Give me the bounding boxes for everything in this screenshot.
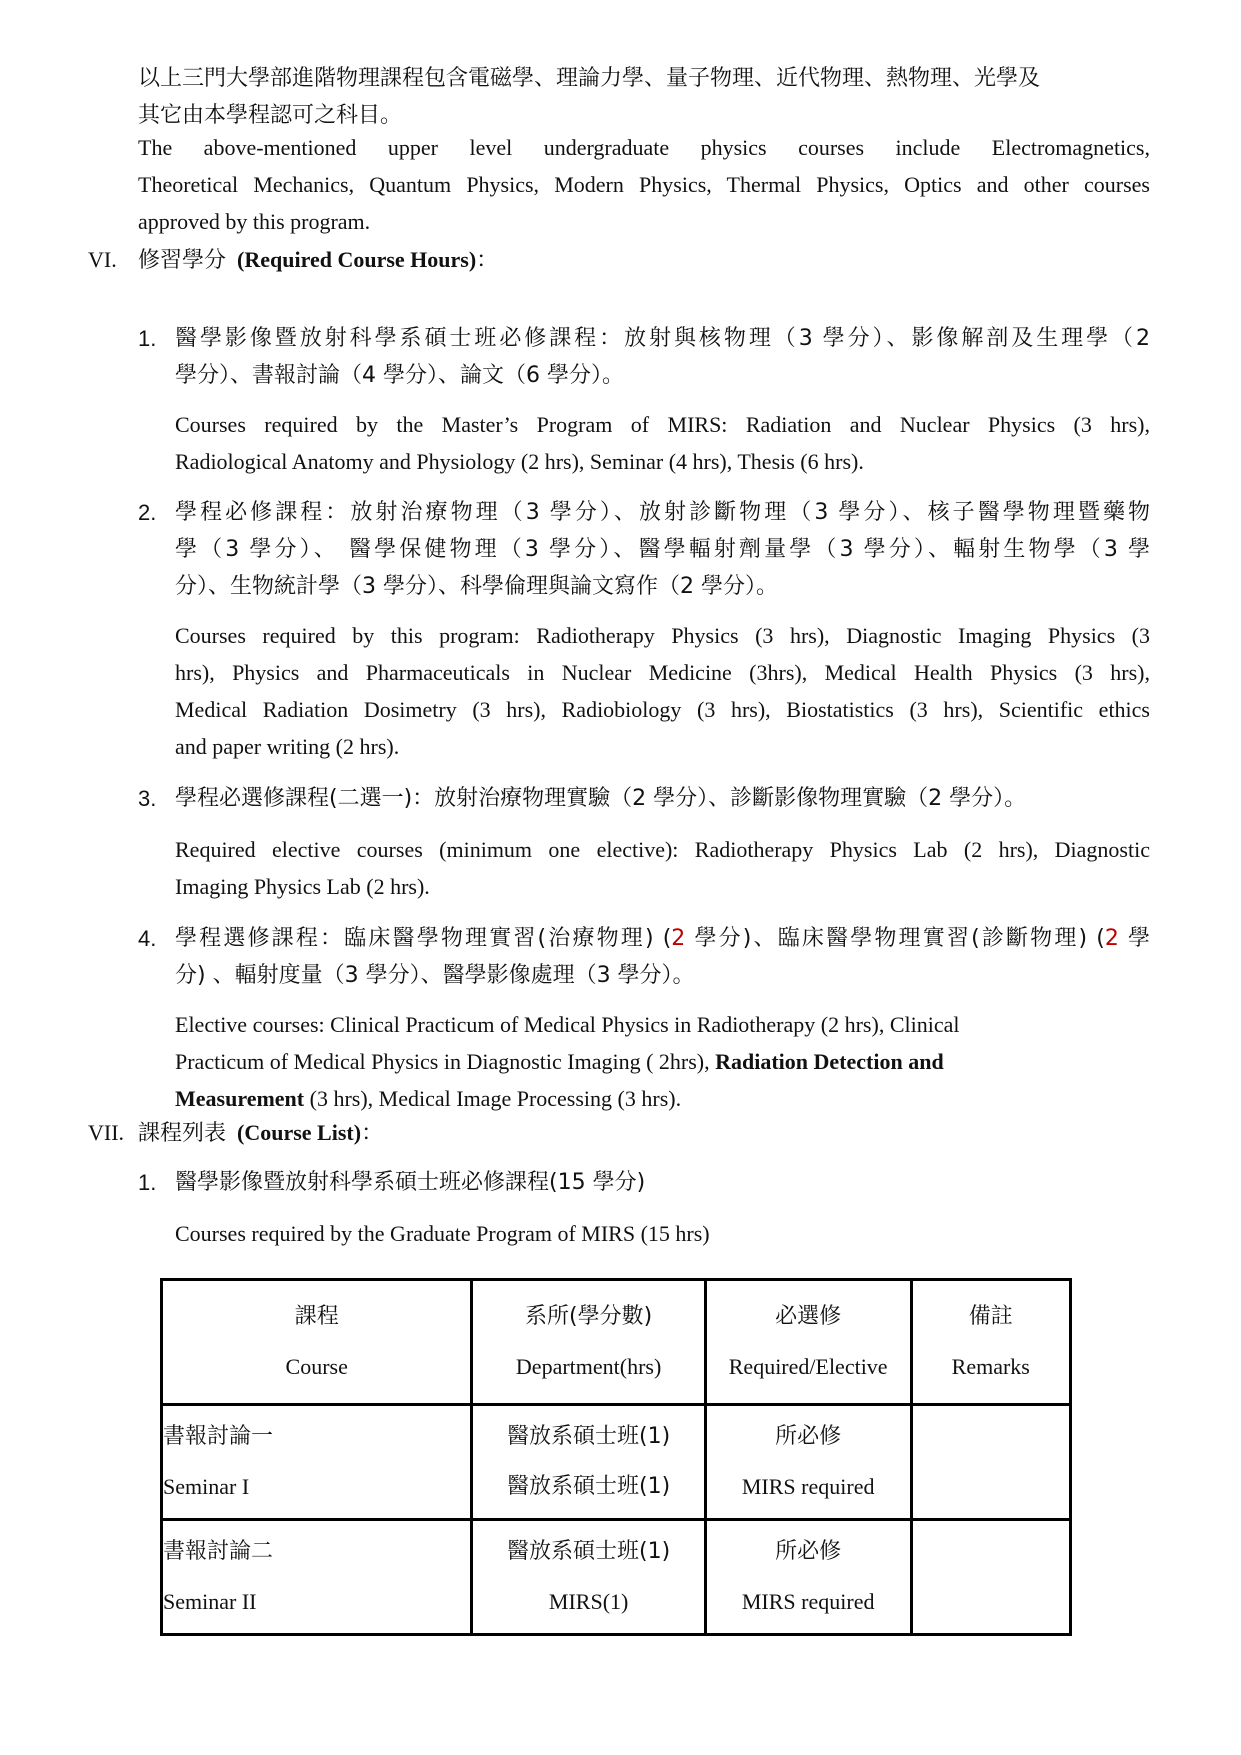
intro-english-paragraph [138, 129, 1150, 240]
item-zh-line: 分）、生物統計學（3 學分）、科學倫理與論文寫作（2 學分）。 [175, 574, 778, 599]
item-zh-line: 學分）、書報討論（4 學分）、論文（6 學分）。 [175, 363, 624, 388]
item-3-chinese [175, 780, 1150, 817]
department-line: 醫放系碩士班(1) [507, 1474, 671, 1499]
section-title-zh: 課程列表 [138, 1121, 227, 1146]
item-4-english [175, 1006, 1150, 1117]
item-4-chinese [175, 920, 1150, 994]
item-3-english [175, 831, 1150, 905]
required-en: MIRS required [741, 1474, 875, 1499]
item-zh-line [175, 920, 1150, 957]
cell-remarks [911, 1520, 1070, 1635]
section-numeral: VI. [88, 247, 117, 272]
cell-department [472, 1520, 705, 1635]
item-zh-line: 醫學影像暨放射科學系碩士班必修課程：放射與核物理（3 學分）、影像解剖及生理學（2 [175, 326, 1150, 351]
item-zh-line: 學程必選修課程(二選一)：放射治療物理實驗（2 學分）、診斷影像物理實驗（2 學分）。 [175, 786, 1027, 811]
list-number: 3. [138, 786, 157, 811]
item-1-chinese [175, 320, 1150, 394]
header-zh: 備註 [968, 1304, 1013, 1329]
item-zh-line: 學（3 學分）、 醫學保健物理（3 學分）、醫學輻射劑量學（3 學分）、輻射生物學（3 學 [175, 537, 1150, 562]
item-en-line: Elective courses: Clinical Practicum of Medical Physics in Radiotherapy (2 hrs), Clinical [175, 1012, 960, 1037]
cell-department [472, 1405, 705, 1520]
item-en-line: hrs), Physics and Pharmaceuticals in Nuclear Medicine (3hrs), Medical Health Physics (3 hrs), [175, 660, 1150, 685]
header-required-elective [705, 1280, 911, 1405]
section-colon: ： [476, 248, 499, 273]
header-department [472, 1280, 705, 1405]
cell-required [705, 1520, 911, 1635]
text-segment: 學 [1118, 926, 1150, 951]
section-title-en: (Course List) [237, 1120, 362, 1145]
header-zh: 必選修 [775, 1304, 842, 1329]
bold-course-name: Measurement [175, 1086, 305, 1111]
cell-course [162, 1520, 472, 1635]
table-row [162, 1405, 1071, 1520]
item-en-line: Medical Radiation Dosimetry (3 hrs), Radiobiology (3 hrs), Biostatistics (3 hrs), Scientific ethics [175, 697, 1150, 722]
course-list-item-chinese: 醫學影像暨放射科學系碩士班必修課程(15 學分) [175, 1170, 646, 1195]
item-en-line: Radiological Anatomy and Physiology (2 hrs), Seminar (4 hrs), Thesis (6 hrs). [175, 449, 864, 474]
section-colon: ： [361, 1121, 384, 1146]
cell-required [705, 1405, 911, 1520]
table-row [162, 1520, 1071, 1635]
item-zh-line: 學程必修課程：放射治療物理（3 學分）、放射診斷物理（3 學分）、核子醫學物理暨藥物 [175, 500, 1150, 525]
department-line: MIRS(1) [548, 1589, 629, 1614]
item-en-line: Imaging Physics Lab (2 hrs). [175, 874, 430, 899]
intro-en-line: The above-mentioned upper level undergraduate physics courses include Electromagnetics, [138, 135, 1150, 160]
section-title-zh: 修習學分 [138, 248, 227, 273]
bold-course-name: Radiation Detection and [715, 1049, 944, 1074]
section-numeral: VII. [88, 1120, 125, 1145]
header-course [162, 1280, 472, 1405]
course-table [160, 1278, 1072, 1636]
section-title [138, 241, 498, 279]
text-segment: (3 hrs), Medical Image Processing (3 hrs). [304, 1086, 682, 1111]
item-en-line [175, 1043, 1150, 1080]
required-zh: 所必修 [775, 1539, 842, 1564]
course-zh: 書報討論二 [163, 1539, 274, 1564]
intro-en-line: approved by this program. [138, 209, 371, 234]
required-en: MIRS required [741, 1589, 875, 1614]
header-en: Course [285, 1354, 348, 1379]
course-en: Seminar II [163, 1589, 257, 1614]
course-zh: 書報討論一 [163, 1424, 274, 1449]
required-zh: 所必修 [775, 1424, 842, 1449]
header-en: Remarks [951, 1354, 1030, 1379]
course-en: Seminar I [163, 1474, 250, 1499]
header-zh: 課程 [294, 1304, 339, 1329]
item-2-chinese [175, 494, 1150, 605]
list-number: 4. [138, 926, 157, 951]
text-segment: Practicum of Medical Physics in Diagnostic Imaging ( 2hrs), [175, 1049, 716, 1074]
intro-zh-line: 其它由本學程認可之科目。 [138, 103, 403, 128]
list-number: 1. [138, 1170, 157, 1195]
highlighted-credit: 2 [1104, 926, 1119, 951]
list-number: 1. [138, 326, 157, 351]
highlighted-credit: 2 [671, 926, 686, 951]
department-line: 醫放系碩士班(1) [507, 1539, 671, 1564]
course-list-item-english: Courses required by the Graduate Program of MIRS (15 hrs) [175, 1221, 710, 1246]
intro-en-line: Theoretical Mechanics, Quantum Physics, Modern Physics, Thermal Physics, Optics and other courses [138, 172, 1150, 197]
header-en: Required/Elective [728, 1354, 888, 1379]
list-number: 2. [138, 500, 157, 525]
item-en-line: Courses required by the Master’s Program of MIRS: Radiation and Nuclear Physics (3 hrs), [175, 412, 1150, 437]
intro-zh-line: 以上三門大學部進階物理課程包含電磁學、理論力學、量子物理、近代物理、熱物理、光學及 [138, 66, 1041, 91]
department-line: 醫放系碩士班(1) [507, 1424, 671, 1449]
item-1-english [175, 406, 1150, 480]
text-segment: 學分)、臨床醫學物理實習(診斷物理) ( [685, 926, 1105, 951]
item-en-line [175, 1080, 1150, 1117]
cell-course [162, 1405, 472, 1520]
header-zh: 系所(學分數) [525, 1304, 653, 1329]
intro-chinese-paragraph [138, 60, 1150, 134]
cell-remarks [911, 1405, 1070, 1520]
item-2-english [175, 617, 1150, 765]
section-title [138, 1114, 383, 1152]
header-remarks [911, 1280, 1070, 1405]
item-zh-line: 分) 、輻射度量（3 學分）、醫學影像處理（3 學分）。 [175, 963, 695, 988]
text-segment: 學程選修課程：臨床醫學物理實習(治療物理) ( [175, 926, 672, 951]
item-en-line: Required elective courses (minimum one elective): Radiotherapy Physics Lab (2 hrs), Diagnostic [175, 837, 1150, 862]
item-en-line: and paper writing (2 hrs). [175, 734, 400, 759]
header-en: Department(hrs) [515, 1354, 662, 1379]
section-title-en: (Required Course Hours) [237, 247, 477, 272]
table-header-row [162, 1280, 1071, 1405]
item-en-line: Courses required by this program: Radiotherapy Physics (3 hrs), Diagnostic Imaging Physics (3 [175, 623, 1150, 648]
